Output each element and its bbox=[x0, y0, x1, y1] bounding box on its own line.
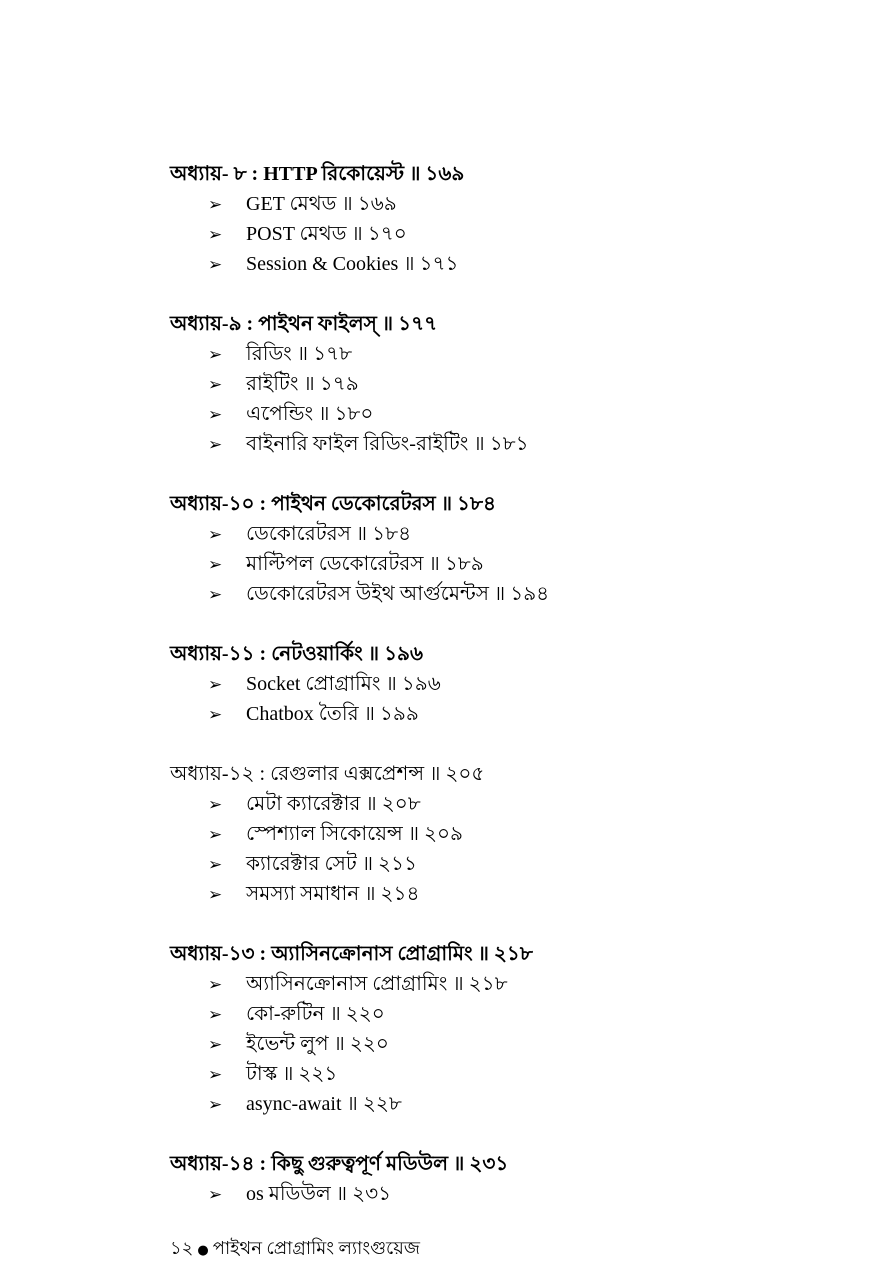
list-item bbox=[208, 431, 529, 458]
arrow-bullet-icon: ➢ bbox=[208, 1095, 223, 1115]
arrow-bullet-icon: ➢ bbox=[208, 825, 223, 845]
list-item bbox=[208, 821, 463, 848]
arrow-bullet-icon: ➢ bbox=[208, 375, 223, 395]
list-item-label: টাস্ক ॥ ২২১ bbox=[246, 1063, 338, 1085]
list-item-label: কো-রুটিন ॥ ২২০ bbox=[246, 1003, 385, 1025]
page-footer bbox=[170, 1236, 420, 1263]
chapter-heading: অধ্যায়-১৪ : কিছু গুরুত্বপূর্ণ মডিউল ॥ ২৩১ bbox=[170, 1153, 509, 1175]
arrow-bullet-icon: ➢ bbox=[208, 585, 223, 605]
arrow-bullet-icon: ➢ bbox=[208, 975, 223, 995]
page-number: ১২ bbox=[170, 1238, 194, 1258]
list-item-label: ডেকোরেটরস উইথ আর্গুমেন্টস ॥ ১৯৪ bbox=[246, 583, 550, 605]
list-item-label: স্পেশ্যাল সিকোয়েন্স ॥ ২০৯ bbox=[246, 823, 464, 845]
chapter-heading: অধ্যায়-১১ : নেটওয়ার্কিং ॥ ১৯৬ bbox=[170, 643, 424, 665]
list-item bbox=[208, 1001, 385, 1028]
arrow-bullet-icon: ➢ bbox=[208, 855, 223, 875]
book-title: পাইথন প্রোগ্রামিং ল্যাংগুয়েজ bbox=[212, 1238, 420, 1258]
list-item bbox=[208, 521, 411, 548]
list-item bbox=[208, 191, 397, 218]
list-item-label: Chatbox তৈরি ॥ ১৯৯ bbox=[246, 703, 419, 725]
list-item bbox=[208, 1061, 337, 1088]
list-item-label: async-await ॥ ২২৮ bbox=[246, 1093, 402, 1115]
list-item bbox=[208, 1181, 391, 1208]
list-item bbox=[208, 1091, 402, 1118]
list-item bbox=[208, 551, 484, 578]
list-item-label: POST মেথড ॥ ১৭০ bbox=[246, 223, 407, 245]
list-item bbox=[208, 971, 508, 998]
arrow-bullet-icon: ➢ bbox=[208, 1035, 223, 1055]
list-item-label: সমস্যা সমাধান ॥ ২১৪ bbox=[246, 883, 420, 905]
list-item bbox=[208, 341, 352, 368]
arrow-bullet-icon: ➢ bbox=[208, 525, 223, 545]
list-item-label: GET মেথড ॥ ১৬৯ bbox=[246, 193, 397, 215]
list-item bbox=[208, 701, 419, 728]
arrow-bullet-icon: ➢ bbox=[208, 405, 223, 425]
arrow-bullet-icon: ➢ bbox=[208, 435, 223, 455]
list-item-label: os মডিউল ॥ ২৩১ bbox=[246, 1183, 392, 1205]
arrow-bullet-icon: ➢ bbox=[208, 255, 223, 275]
list-item-label: মেটা ক্যারেক্টার ॥ ২০৮ bbox=[246, 793, 421, 815]
arrow-bullet-icon: ➢ bbox=[208, 555, 223, 575]
list-item bbox=[208, 371, 359, 398]
arrow-bullet-icon: ➢ bbox=[208, 225, 223, 245]
list-item-label: ডেকোরেটরস ॥ ১৮৪ bbox=[246, 523, 412, 545]
arrow-bullet-icon: ➢ bbox=[208, 1065, 223, 1085]
list-item-label: রিডিং ॥ ১৭৮ bbox=[246, 343, 353, 365]
arrow-bullet-icon: ➢ bbox=[208, 795, 223, 815]
list-item bbox=[208, 1031, 389, 1058]
arrow-bullet-icon: ➢ bbox=[208, 345, 223, 365]
list-item bbox=[208, 251, 459, 278]
arrow-bullet-icon: ➢ bbox=[208, 195, 223, 215]
list-item bbox=[208, 671, 441, 698]
chapter-heading: অধ্যায়-৯ : পাইথন ফাইলস্ ॥ ১৭৭ bbox=[170, 313, 438, 335]
list-item bbox=[208, 581, 549, 608]
list-item-label: ইভেন্ট লুপ ॥ ২২০ bbox=[246, 1033, 389, 1055]
list-item-label: মাল্টিপল ডেকোরেটরস ॥ ১৮৯ bbox=[246, 553, 484, 575]
bullet-dot-icon: ● bbox=[197, 1243, 209, 1258]
arrow-bullet-icon: ➢ bbox=[208, 1185, 223, 1205]
list-item-label: Socket প্রোগ্রামিং ॥ ১৯৬ bbox=[246, 673, 441, 695]
chapter-heading: অধ্যায়-১০ : পাইথন ডেকোরেটরস ॥ ১৮৪ bbox=[170, 493, 496, 515]
arrow-bullet-icon: ➢ bbox=[208, 885, 223, 905]
list-item bbox=[208, 401, 373, 428]
list-item bbox=[208, 881, 419, 908]
list-item bbox=[208, 791, 421, 818]
list-item-label: অ্যাসিনক্রোনাস প্রোগ্রামিং ॥ ২১৮ bbox=[246, 973, 508, 995]
arrow-bullet-icon: ➢ bbox=[208, 705, 223, 725]
list-item-label: রাইটিং ॥ ১৭৯ bbox=[246, 373, 359, 395]
list-item bbox=[208, 221, 407, 248]
list-item-label: বাইনারি ফাইল রিডিং-রাইটিং ॥ ১৮১ bbox=[246, 433, 529, 455]
arrow-bullet-icon: ➢ bbox=[208, 675, 223, 695]
chapter-heading: অধ্যায়-১২ : রেগুলার এক্সপ্রেশন্স ॥ ২০৫ bbox=[170, 763, 485, 785]
arrow-bullet-icon: ➢ bbox=[208, 1005, 223, 1025]
list-item-label: ক্যারেক্টার সেট ॥ ২১১ bbox=[246, 853, 417, 875]
chapter-heading: অধ্যায়-১৩ : অ্যাসিনক্রোনাস প্রোগ্রামিং ॥ ২১৮ bbox=[170, 943, 533, 965]
list-item-label: Session & Cookies ॥ ১৭১ bbox=[246, 253, 459, 275]
list-item bbox=[208, 851, 417, 878]
chapter-heading: অধ্যায়- ৮ : HTTP রিকোয়েস্ট ॥ ১৬৯ bbox=[170, 163, 465, 185]
list-item-label: এপেন্ডিং ॥ ১৮০ bbox=[246, 403, 374, 425]
